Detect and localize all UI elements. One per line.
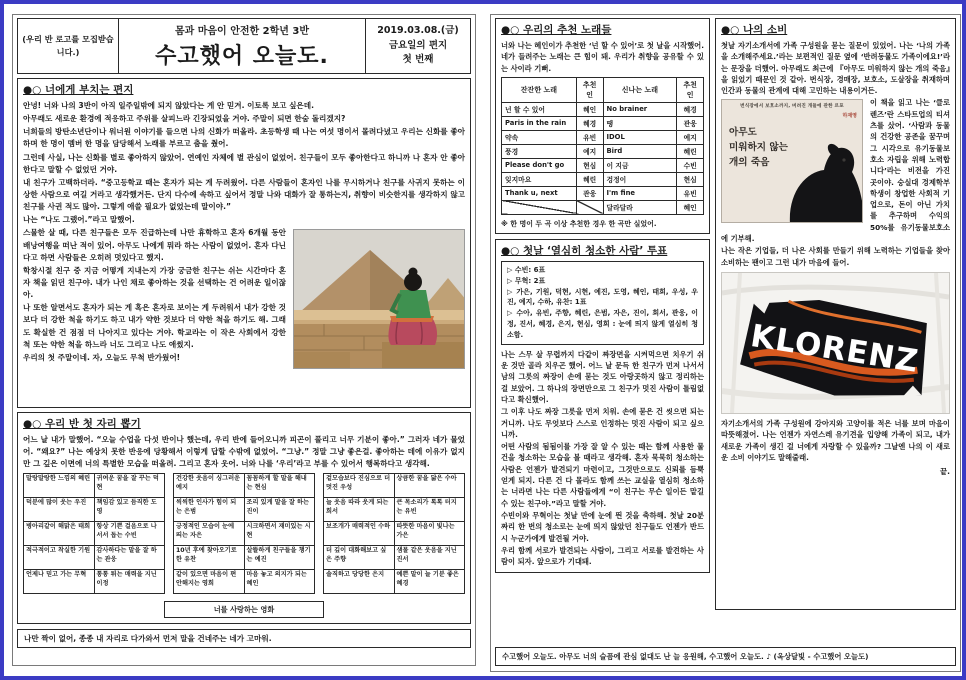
section-title: ●○ 첫날 ‘열심히 청소한 사람’ 투표 xyxy=(501,244,668,257)
table-cell: IDOL xyxy=(603,130,677,144)
consumption-paragraph-3: 나는 작은 기업들, 더 나은 사회를 만들기 위해 노력하는 기업들을 찾아 소비하는 팬이고 그런 내가 마음에 들어. xyxy=(721,246,950,267)
table-cell: 씩씩한 인사가 힘이 되는 은범 xyxy=(174,498,245,522)
table-cell: 혜경 xyxy=(576,116,603,130)
vote-result-line: ▷ 수빈: 6표 xyxy=(507,265,546,274)
newsletter-title: 수고했어 오늘도. xyxy=(155,44,329,69)
songs-table-body xyxy=(502,102,704,214)
column-header: 추천인 xyxy=(576,77,603,102)
table-row xyxy=(502,116,704,130)
vote-paragraphs xyxy=(501,349,704,568)
table-row xyxy=(174,570,315,594)
table-cell: 혜린 xyxy=(576,172,603,186)
pyramids-photo-image xyxy=(294,230,464,368)
page-left xyxy=(12,14,476,666)
page-right xyxy=(490,14,961,672)
table-cell: 유빈 xyxy=(677,186,704,200)
table-row xyxy=(174,498,315,522)
table-cell: 언제나 믿고 가는 무혁 xyxy=(24,570,95,594)
bottom-note: 나만 짝이 없어, 종종 내 자리로 다가와서 먼저 말을 건네주는 네가 고마워. xyxy=(17,629,471,648)
tshirt-photo xyxy=(721,272,950,414)
section-title: ●○ 나의 소비 xyxy=(721,24,788,36)
issue-line2: 첫 번째 xyxy=(402,54,434,66)
table-cell: 예쁜 말이 늘 기분 좋은 혜경 xyxy=(394,570,465,594)
table-cell: 관웅 xyxy=(677,116,704,130)
table-row xyxy=(324,546,465,570)
table-cell: 병아리같이 해맑은 태희 xyxy=(24,522,95,546)
consumption-paragraph-4: 자기소개서의 가족 구성원에 강아지와 고양이를 적은 너를 보며 마음이 따뜻해졌어. 나는 언젠가 자연스레 유기견을 입양해 가족이 되고, 내가 새로운 가족이 생긴 걸 너에게 자랑할 수 있을까? 그날엔 나의 이 새로운 소비 이야기도 말해줄래. xyxy=(721,418,950,462)
table-cell: Bird xyxy=(603,144,677,158)
column-header: 신나는 노래 xyxy=(603,77,677,102)
table-cell: 따뜻한 마음이 빛나는 가은 xyxy=(394,522,465,546)
table-cell: 항상 기쁜 걸음으로 나서서 돕는 수빈 xyxy=(94,522,165,546)
table-cell: 말랑말랑한 느낌의 혜린 xyxy=(24,474,95,498)
paragraph: 수빈이와 무혁이는 첫날 만에 눈에 띈 것을 축하해. 첫날 20분짜리 한 번의 청소로는 눈에 띄지 않았던 친구들도 언젠가 반드시 누군가에게 발견될 거야. xyxy=(501,510,704,543)
book-block xyxy=(721,97,950,245)
tshirt-image xyxy=(722,273,949,413)
table-cell: 겉모습보다 진심으로 더 멋진 우성 xyxy=(324,474,395,498)
paragraph: 나 또한 알면서도 혼자가 되는 게 혹은 혼자로 보이는 게 두려워서 내가 강한 것보다 더 강한 척을 하기도 하고 내가 약한 것보다 더 약한 척을 하기도 해. 그래도 확실한 건 점점 더 나아지고 있다는 거야. 학교라는 이 작은 사회에서 강한 척 또는 약한 척을 하느라 너도 그리고 나도 애썼지. xyxy=(23,303,286,349)
class-line: 몸과 마음이 안전한 2학년 3반 xyxy=(174,26,310,37)
section-letter xyxy=(17,78,471,408)
section-my-consumption xyxy=(715,18,956,610)
table-cell: 보조개가 매력적인 수하 xyxy=(324,522,395,546)
table-cell: 건강한 웃음이 싱그러운 예지 xyxy=(174,474,245,498)
section-songs xyxy=(495,18,710,234)
newsletter-header xyxy=(17,18,471,74)
vote-results-box xyxy=(501,261,704,345)
table-cell: Thank u, next xyxy=(502,186,577,200)
table-cell: 풍경 xyxy=(502,144,577,158)
table-cell: 유빈 xyxy=(576,130,603,144)
consumption-paragraph-1: 첫날 자기소개서에 가족 구성원을 묻는 질문이 있었어. 나는 ‘나의 가족을 소개해주세요.’라는 보편적인 질문 옆에 ‘반려동물도 가족이에요!’라는 문장을 더했어. 아무래도 최근에 『아무도 미워하지 않는 개의 죽음』을 읽었기 때문인 것 같아. 번식장, 경매장, 보호소, 도살장을 취재하며 인간과 동물의 관계에 대해 고민하는 내용이거든. xyxy=(721,41,950,96)
paragraph: 학창시절 친구 중 지금 어떻게 지내는지 가장 궁금한 친구는 쉬는 시간마다 혼자 책을 읽던 친구야. 내가 나인 채로 좋아하는 것을 선택하는 건 어려운 일이잖아. xyxy=(23,265,286,300)
seat-intro: 어느 날 내가 말했어. “오늘 수업을 다섯 반이나 했는데, 우리 반에 들어오니까 피곤이 풀리고 너무 기분이 좋아.” 그러자 네가 물었어. “왜요?” 나는 예상치 못한 반응에 당황해서 이렇게 답할 수밖에 없었어. “그냥.” 정말 그냥 좋은걸. 좋아하는 데에 이유가 없지만 그 깊은 이면에 너의 특별한 모습을 떠올려. 그리고 혼자 웃어. 너와 나를 ‘우리’라고 부를 수 있어서 행복하다고 생각해. xyxy=(23,435,465,469)
closing-mark: 끝. xyxy=(939,467,950,477)
pyramids-photo xyxy=(293,229,465,369)
table-row xyxy=(502,130,704,144)
table-row xyxy=(174,522,315,546)
table-row xyxy=(24,474,165,498)
seat-table-3 xyxy=(323,473,465,594)
vote-result-line: ▷ 무혁: 2표 xyxy=(507,276,546,285)
table-cell: 마음 놓고 의지가 되는 혜인 xyxy=(244,570,314,594)
table-cell: 긍정적인 모습이 눈에 띄는 자은 xyxy=(174,522,245,546)
seat-table-1 xyxy=(23,473,165,594)
table-cell: 예지 xyxy=(576,144,603,158)
table-cell: 수빈 xyxy=(677,158,704,172)
book-title-line: 미워하지 않는 xyxy=(729,142,788,154)
table-cell: 달라달라 xyxy=(603,200,677,214)
table-row xyxy=(502,200,704,214)
paragraph: 스물한 살 때, 다른 친구들은 모두 진급하는데 나만 휴학하고 혼자 6개월 동안 배낭여행을 떠난 적이 있어. 아무도 나에게 뭐라 하는 사람이 없었어. 혼자 다닌다고 하면 사람들은 오히려 멋있다고 했지. xyxy=(23,228,286,262)
table-cell: 큰 목소리가 톡톡 터지는 유빈 xyxy=(394,498,465,522)
table-row xyxy=(324,570,465,594)
paragraph: 아무래도 새로운 환경에 적응하고 주위를 살피느라 긴장되었을 거야. 주말이 되면 한숨 돌리겠지? xyxy=(23,114,346,124)
table-cell: 혜인 xyxy=(677,200,704,214)
book-title-line: 아무도 xyxy=(729,127,757,139)
table-cell: 시크하면서 재미있는 시현 xyxy=(244,522,314,546)
teacher-desk-box: 너를 사랑하는 영화 xyxy=(164,601,324,618)
table-cell: 더 깊이 대화해보고 싶은 주향 xyxy=(324,546,395,570)
issue-info xyxy=(365,18,471,74)
table-cell: 책임감 있고 듬직한 도영 xyxy=(94,498,165,522)
book-tagline: 번식장에서 보호소까지, 버려진 개들에 관한 르포 xyxy=(740,104,844,110)
table-row xyxy=(324,522,465,546)
paragraph: 우리 함께 서로가 발견되는 사람이, 그리고 서로를 발견하는 사람이 되자. 앞으로가 기대돼. xyxy=(501,545,704,567)
table-cell: 넌 할 수 있어 xyxy=(502,102,577,116)
paragraph: 우리의 첫 주말이네. 자, 오늘도 무척 반가웠어! xyxy=(23,352,181,362)
songs-intro: 너와 나는 혜인이가 추천한 ‘넌 할 수 있어’로 첫 날을 시작했어. 네가 들려주는 노래는 큰 힘이 돼. 우리가 취향을 공유할 수 있는 사이라 기뻐. xyxy=(501,41,704,73)
table-row xyxy=(324,474,465,498)
table-cell: 잊지마요 xyxy=(502,172,577,186)
table-cell: 관웅 xyxy=(576,186,603,200)
table-row xyxy=(324,498,465,522)
table-cell: I'm fine xyxy=(603,186,677,200)
songs-note: ※ 한 명이 두 곡 이상 추천한 경우 한 곡만 실었어. xyxy=(501,219,657,228)
table-row xyxy=(24,522,165,546)
table-cell: Paris in the rain xyxy=(502,116,577,130)
table-cell: 통통 튀는 매력을 지닌 이정 xyxy=(94,570,165,594)
letter-paragraphs-top xyxy=(23,100,465,226)
table-cell: 조리 있게 말을 잘 하는 진이 xyxy=(244,498,314,522)
table-row xyxy=(502,144,704,158)
table-cell: 현심 xyxy=(576,158,603,172)
table-cell: 덕분에 많이 웃는 우진 xyxy=(24,498,95,522)
table-cell: 늘 웃음 따라 웃게 되는 희서 xyxy=(324,498,395,522)
songs-header-row xyxy=(502,77,704,102)
dog-silhouette xyxy=(778,130,863,223)
table-cell: 땡 xyxy=(603,116,677,130)
table-cell: 샘물 같은 웃음을 지닌 진서 xyxy=(394,546,465,570)
paragraph: 나는 “나도 그랬어.”라고 말했어. xyxy=(23,215,135,225)
section-title: ●○ 우리 반 첫 자리 뽑기 xyxy=(23,418,141,430)
table-cell: 솔직하고 당당한 은지 xyxy=(324,570,395,594)
seating-chart xyxy=(23,473,465,594)
table-cell: 살뜰하게 친구들을 챙기는 예진 xyxy=(244,546,314,570)
klorenz-print-text: KLORENZ xyxy=(748,317,922,380)
paragraph: 내 친구가 고백하더라. “중고등학교 때는 혼자가 되는 게 두려웠어. 다른 사람들이 혼자인 나를 무시하거나 친구를 사귀지 못하는 이상한 사람으로 여길 거라고 생각했거든. 단지 다수에 속하고 싶어서 정말 나와 대화가 잘 통하는지, 취향이 비슷한지를 생각하지 않고 친구를 사귄 적도 많아. 그렇게 애쓸 필요가 없었는데 말이야.” xyxy=(23,177,465,212)
table-cell: 혜경 xyxy=(677,102,704,116)
table-cell: 약속 xyxy=(502,130,577,144)
table-row xyxy=(502,172,704,186)
table-cell: 예지 xyxy=(677,130,704,144)
section-title: ●○ 너에게 부치는 편지 xyxy=(23,84,134,96)
table-row xyxy=(174,546,315,570)
paragraph: 그런데 사실, 나는 신화를 별로 좋아하지 않았어. 연예인 자체에 별 관심이 없었어. 친구들이 모두 좋아한다고 하니까 나 혼자 안 좋아한다고 말할 수 없었던 거야. xyxy=(23,152,465,174)
table-cell xyxy=(576,200,603,214)
table-row xyxy=(24,498,165,522)
masthead xyxy=(118,18,366,74)
vote-result-line: ▷ 가은, 기원, 덕현, 시현, 예진, 도영, 혜인, 태희, 우성, 우진, 예지, 수하, 유찬: 1표 xyxy=(507,287,698,307)
table-cell: 혜인 xyxy=(576,102,603,116)
section-cleaning-vote xyxy=(495,239,710,574)
table-cell: 혜린 xyxy=(677,144,704,158)
paragraph: 안녕! 너와 나의 3반이 아직 일주일밖에 되지 않았다는 게 안 믿겨. 이토록 보고 싶은데. xyxy=(23,101,314,110)
paragraph: 어떤 사람의 됨됨이를 가장 잘 알 수 있는 때는 함께 사용한 물건을 청소하는 모습을 볼 때라고 생각해. 혼자 묵묵히 청소하는 사람은 언젠가 발견되기 마련이고, 그것만으로도 신뢰를 듬뿍 얻게 되지. 다른 건 다 몰라도 함께 쓰는 교실을 열심히 청소하는 너라면 나는 다른 사람들에게 “이 친구는 무슨 일이든 맡길 수 있는 친구야.”라고 말할 거야. xyxy=(501,442,704,508)
logo-note: (우리 반 로고를 모집받습니다.) xyxy=(17,18,119,74)
section-seat-draw xyxy=(17,412,471,624)
table-cell: 같이 있으면 마음이 편안해지는 영희 xyxy=(174,570,245,594)
book-author: 하재영 xyxy=(842,113,857,120)
table-cell: 상큼한 꿈을 닮은 수아 xyxy=(394,474,465,498)
table-row xyxy=(174,474,315,498)
table-cell: No brainer xyxy=(603,102,677,116)
table-cell: 적극적이고 착실한 기원 xyxy=(24,546,95,570)
paragraph: 그 이후 나도 짜장 그릇을 먼저 치워. 손에 묻은 건 씻으면 되는 거니까. 나도 무엇보다 스스로 인정하는 멋진 사람이 되고 싶으니까. xyxy=(501,407,704,439)
table-row xyxy=(502,186,704,200)
table-cell xyxy=(502,200,577,214)
table-row xyxy=(502,102,704,116)
footer-note: 수고했어 오늘도. 아무도 너의 슬픔에 관심 없대도 난 늘 응원해, 수고했어 오늘도. ♪ (옥상달빛 - 수고했어 오늘도) xyxy=(495,647,956,666)
issue-line1: 금요일의 편지 xyxy=(388,39,448,51)
issue-date: 2019.03.08.(금) xyxy=(377,24,459,36)
column-header: 추천인 xyxy=(677,77,704,102)
table-cell: 감사하다는 말을 잘 하는 관웅 xyxy=(94,546,165,570)
table-cell: 겅정이 xyxy=(603,172,677,186)
songs-table xyxy=(501,77,704,215)
table-cell: 꼼꼼하게 할 말을 해내는 현심 xyxy=(244,474,314,498)
table-cell: Please don't go xyxy=(502,158,577,172)
paragraph: 너희들의 방탄소년단이나 워너원 이야기를 들으면 나의 신화가 떠올라. 초등학생 때 나는 여섯 명이서 몰려다녔고 우리는 신화를 좋아하며 한 명이 멤버 한 명을 담당해서 노래를 부르고 춤을 췄어. xyxy=(23,127,465,149)
seat-table-2 xyxy=(173,473,315,594)
table-cell: 현심 xyxy=(677,172,704,186)
table-row xyxy=(502,158,704,172)
book-cover xyxy=(721,99,863,223)
table-row xyxy=(24,546,165,570)
book-title-line: 개의 죽음 xyxy=(729,157,770,169)
table-cell: 귀여운 꿈을 잘 꾸는 덕현 xyxy=(94,474,165,498)
table-row xyxy=(24,570,165,594)
table-cell: 이 지금 xyxy=(603,158,677,172)
paragraph: 나는 스무 살 무렵까지 다같이 짜장면을 시켜먹으면 치우기 쉬운 것만 골라 치우곤 했어. 어느 날 문득 한 친구가 먼저 나서서 남의 그릇의 짜장이 손에 묻는 것도 아랑곳하지 않고 정리하는 걸 보았어. 그 하나의 장면만으로 그 친구가 멋진 사람이 틀림없다고 확신했어. xyxy=(501,349,704,404)
vote-result-line: ▷ 수아, 유빈, 주향, 혜린, 은범, 자은, 진이, 희서, 관웅, 이정, 진서, 혜경, 은지, 현심, 영희 : 눈에 띄지 않게 열심히 청소함. xyxy=(507,309,698,339)
right-page-left-column xyxy=(495,18,710,573)
consumption-paragraph-2: 이 책을 읽고 나는 ‘클로렌즈’란 스타트업의 티셔츠를 샀어. ‘사람과 동물의 건강한 공존을 꿈꾸며 그 시각으로 유기동물보호소 자립을 위해 노력합니다’라는 비전을 가진 곳이야. 숭실대 경제학부 학생이 창업한 사회적 기업으로, 돈이 아닌 가치를 추구하며 수익의 50%를 유기동물보호소에 기부해. xyxy=(721,98,950,244)
column-header: 잔잔한 노래 xyxy=(502,77,577,102)
table-cell: 10년 후에 찾아오기로 한 유찬 xyxy=(174,546,245,570)
section-title: ●○ 우리의 추천 노래들 xyxy=(501,24,612,36)
